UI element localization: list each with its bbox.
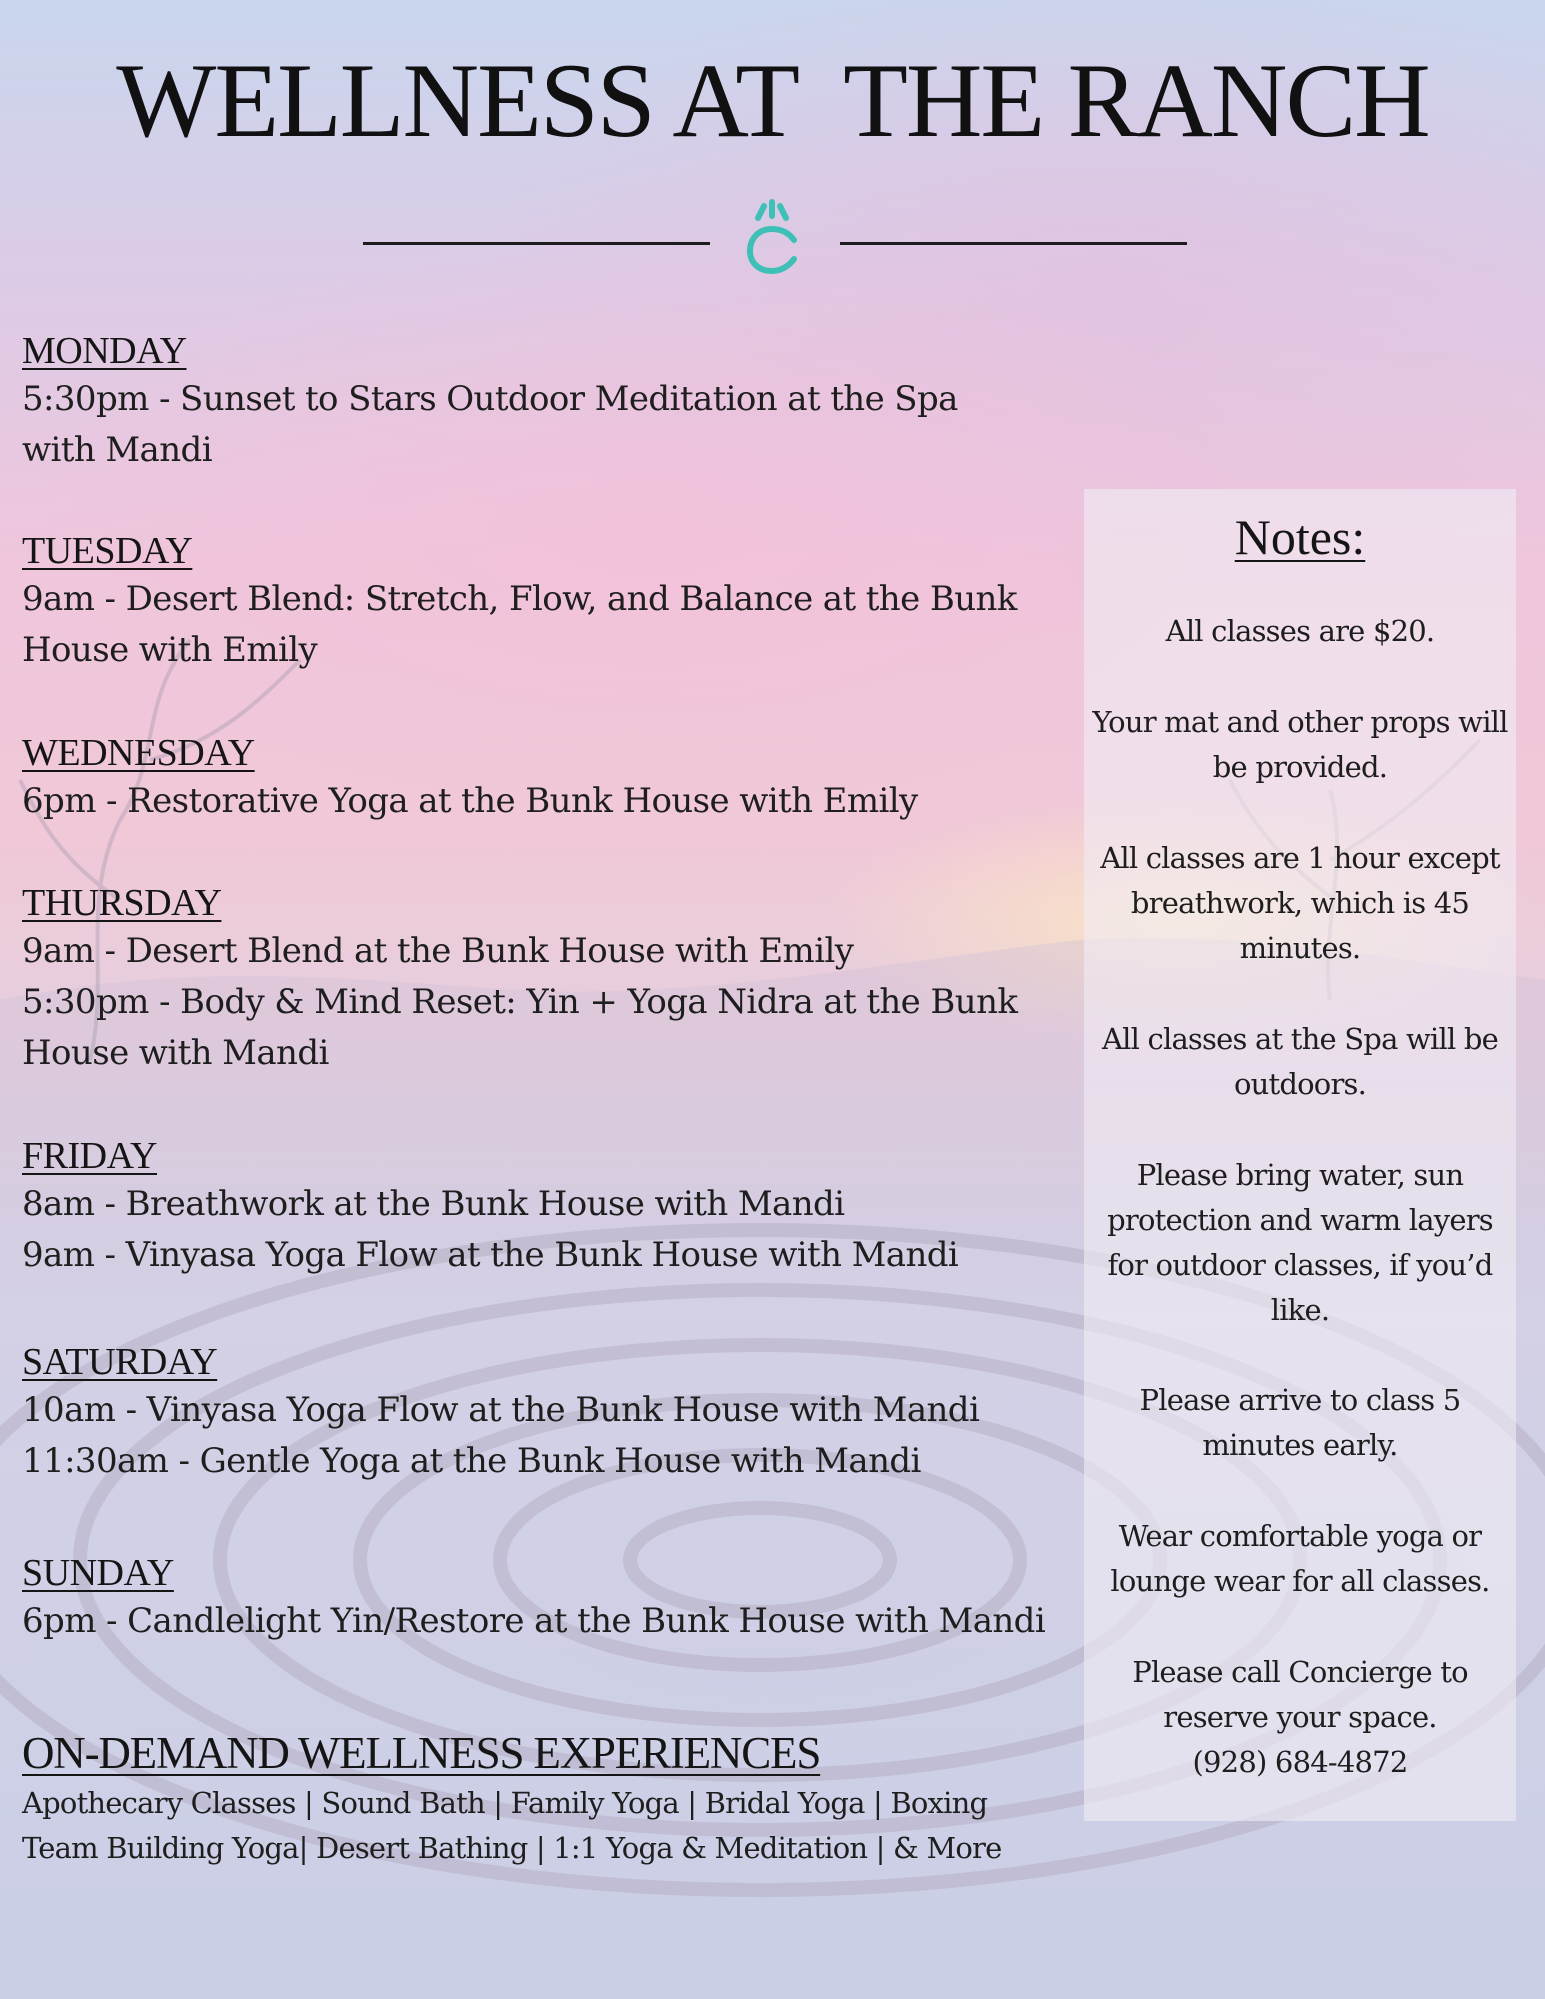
class-entry: 6pm - Restorative Yoga at the Bunk House with Emily <box>22 781 918 821</box>
note-price: All classes are $20. <box>1165 614 1435 648</box>
class-entry: House with Mandi <box>22 1033 329 1073</box>
note-props: Your mat and other props will be provided. <box>1092 705 1508 784</box>
day-thursday <box>22 880 1082 1079</box>
day-heading: THURSDAY <box>22 882 222 924</box>
day-monday <box>22 328 1082 476</box>
class-entry: 10am - Vinyasa Yoga Flow at the Bunk House with Mandi <box>22 1390 980 1430</box>
day-heading: TUESDAY <box>22 530 193 572</box>
day-sunday <box>22 1550 1082 1647</box>
note-arrive-early: Please arrive to class 5 minutes early. <box>1139 1383 1461 1462</box>
day-tuesday <box>22 528 1082 676</box>
day-friday <box>22 1133 1082 1281</box>
class-entry: 5:30pm - Sunset to Stars Outdoor Meditation at the Spa <box>22 379 958 419</box>
note-bring-items: Please bring water, sun protection and warm layers for outdoor classes, if you’d like. <box>1107 1158 1493 1327</box>
notes-panel <box>1084 489 1516 1821</box>
page-title: WELLNESS AT THE RANCH <box>116 42 1429 159</box>
ondemand-heading: ON-DEMAND WELLNESS EXPERIENCES <box>22 1728 821 1778</box>
day-heading: WEDNESDAY <box>22 732 255 774</box>
crown-c-icon <box>736 196 808 276</box>
day-saturday <box>22 1339 1082 1487</box>
note-reserve: Please call Concierge to reserve your space. <box>1132 1655 1468 1734</box>
class-entry: 9am - Desert Blend: Stretch, Flow, and Balance at the Bunk <box>22 579 1017 619</box>
day-heading: FRIDAY <box>22 1135 157 1177</box>
class-entry: 9am - Desert Blend at the Bunk House with Emily <box>22 931 854 971</box>
class-entry: 6pm - Candlelight Yin/Restore at the Bunk House with Mandi <box>22 1601 1046 1641</box>
note-duration: All classes are 1 hour except breathwork, which is 45 minutes. <box>1100 841 1500 965</box>
notes-heading: Notes: <box>1234 509 1366 565</box>
concierge-phone: (928) 684-4872 <box>1192 1745 1408 1779</box>
title-divider-right <box>840 242 1187 245</box>
day-heading: MONDAY <box>22 330 187 372</box>
ondemand-list-line: Team Building Yoga| Desert Bathing | 1:1 Yoga & Meditation | & More <box>22 1831 1002 1865</box>
note-spa-outdoors: All classes at the Spa will be outdoors. <box>1102 1022 1498 1101</box>
title-divider-left <box>363 242 710 245</box>
day-wednesday <box>22 730 1082 827</box>
class-entry: 5:30pm - Body & Mind Reset: Yin + Yoga Nidra at the Bunk <box>22 982 1018 1022</box>
day-heading: SATURDAY <box>22 1341 218 1383</box>
ondemand-list-line: Apothecary Classes | Sound Bath | Family Yoga | Bridal Yoga | Boxing <box>22 1786 988 1820</box>
class-entry: 9am - Vinyasa Yoga Flow at the Bunk House with Mandi <box>22 1235 959 1275</box>
class-entry: 11:30am - Gentle Yoga at the Bunk House with Mandi <box>22 1441 921 1481</box>
ondemand-section <box>22 1725 1082 1871</box>
class-entry: 8am - Breathwork at the Bunk House with Mandi <box>22 1184 845 1224</box>
class-entry: with Mandi <box>22 430 212 470</box>
class-entry: House with Emily <box>22 630 318 670</box>
day-heading: SUNDAY <box>22 1552 174 1594</box>
note-attire: Wear comfortable yoga or lounge wear for all classes. <box>1110 1519 1490 1598</box>
